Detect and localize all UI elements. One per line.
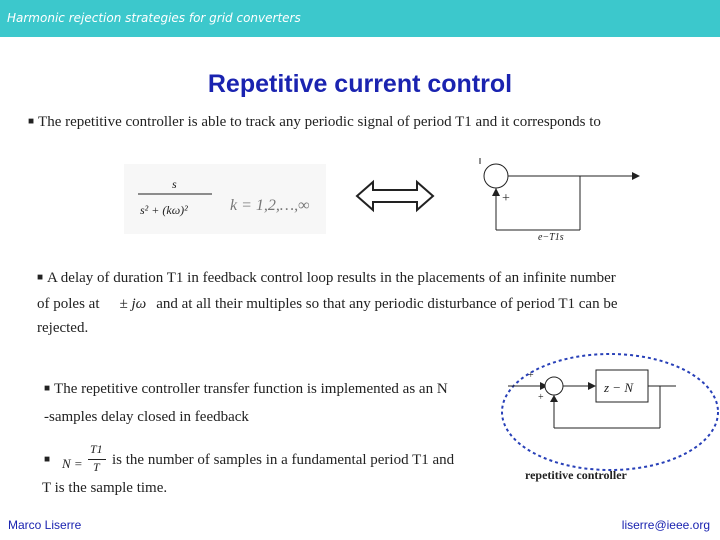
page-title: Repetitive current control — [207, 70, 513, 98]
samples-equation-numerator: T1 — [90, 442, 103, 456]
header-bar — [0, 0, 720, 37]
resonant-formula-graphic — [124, 164, 326, 234]
paragraph-transfer-line1: The repetitive controller transfer function is implemented as an N — [54, 381, 448, 397]
formula-denominator: s² + (kω)² — [140, 203, 188, 217]
footer-author: Marco Liserre — [8, 518, 82, 532]
formula-k-range: k = 1,2,…,∞ — [230, 197, 310, 214]
paragraph-samples — [42, 442, 514, 500]
resonant-formula — [124, 164, 326, 234]
header-title: Harmonic rejection strategies for grid converters — [7, 11, 301, 25]
formula-numerator: s — [172, 177, 177, 191]
repetitive-plus-top: + — [528, 370, 534, 381]
poles-formula: ± jω — [119, 296, 147, 312]
paragraph-samples-line1: is the number of samples in a fundamental period T1 and — [112, 452, 455, 468]
paragraph-delay-line3: rejected. — [37, 320, 89, 336]
footer-email: liserre@ieee.org — [621, 518, 710, 532]
equivalence-arrow-icon — [355, 178, 435, 214]
delay-loop-diagram — [440, 150, 650, 250]
paragraph-delay — [37, 266, 707, 340]
repetitive-controller-caption: repetitive controller — [525, 468, 627, 482]
paragraph-delay-line1: A delay of duration T1 in feedback control loop results in the placements of an infinite number — [47, 270, 616, 286]
bullet-icon: ■ — [44, 454, 51, 465]
paragraph-transfer — [44, 376, 504, 431]
bullet-icon: ■ — [44, 383, 51, 394]
paragraph-samples-line2: T is the sample time. — [42, 480, 168, 496]
paragraph-intro — [28, 110, 718, 136]
bullet-icon: ■ — [28, 116, 35, 127]
bullet-icon: ■ — [37, 272, 44, 283]
paragraph-transfer-line2: -samples delay closed in feedback — [44, 409, 249, 425]
paragraph-intro-text: The repetitive controller is able to track any periodic signal of period T1 and it corresponds to — [38, 114, 601, 130]
paragraph-delay-line2b: and at all their multiples so that any periodic disturbance of period T1 can be — [156, 296, 618, 312]
paragraph-delay-line2a: of poles at — [37, 296, 100, 312]
delay-block-label: e−T1s — [538, 232, 564, 243]
repetitive-delay-label: z − N — [604, 380, 634, 395]
delay-loop-plus-sign: + — [502, 191, 510, 206]
repetitive-plus-bottom: + — [538, 392, 544, 403]
samples-equation-lhs: N = — [62, 456, 83, 471]
samples-equation-denominator: T — [93, 460, 100, 474]
